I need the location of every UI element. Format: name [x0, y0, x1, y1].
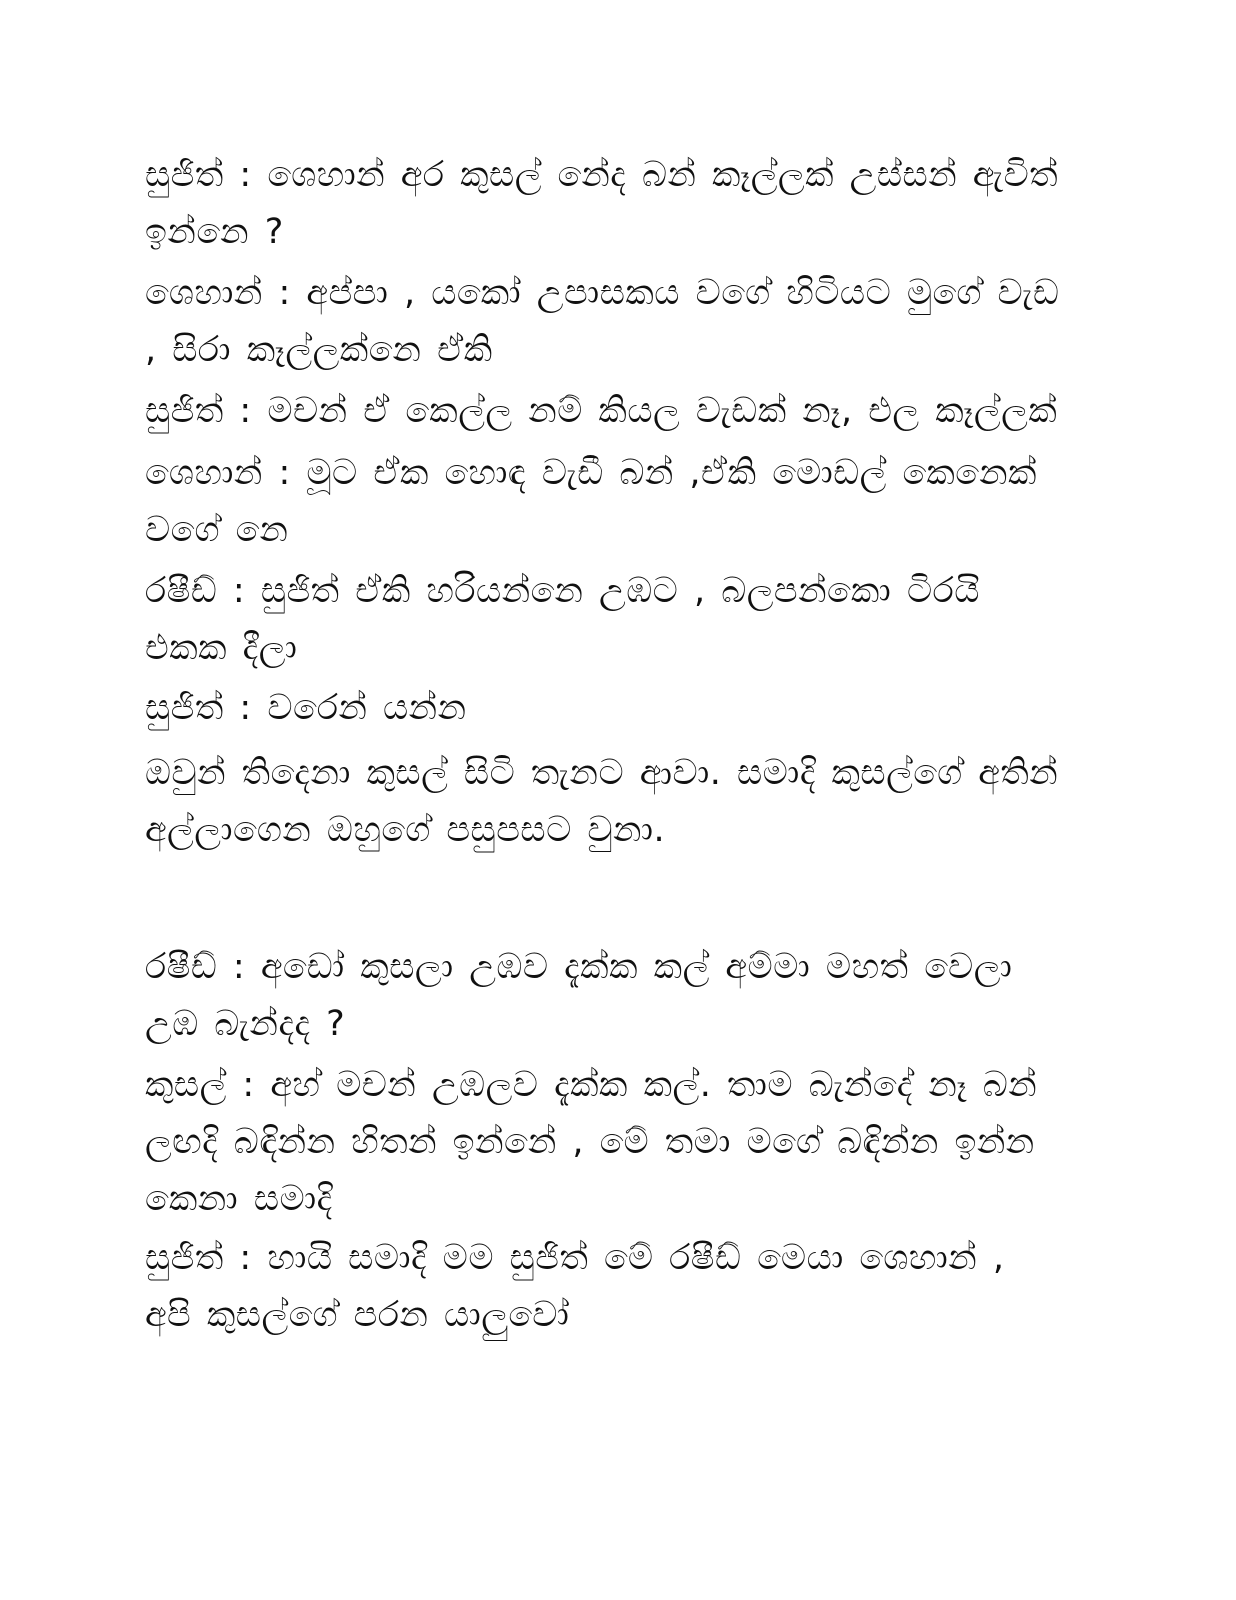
dialogue-line-rasheed-2: [145, 939, 1065, 1053]
dialogue-line-sujith-1: [145, 147, 1065, 261]
paragraph-text: ඔවුන් තිදෙනා කුසල් සිටි තැනට ආවා. සමාදි කුසල්ගේ අතින් අල්ලාගෙන ඔහුගේ පසුපසට වුනා.: [145, 753, 1059, 850]
paragraph-text: සුජිත් : මචන් ඒ කෙල්ල නම් කියල වැඩක් නෑ, එල කෑල්ලක්: [145, 391, 1058, 431]
paragraph-text: ශෙහාන් : මූට ඒක හොඳ වැඩී බන් ,ඒකි මොඩල් කෙනෙක් වගේ නෙ: [145, 453, 1037, 550]
dialogue-line-sujith-4: [145, 1230, 1065, 1344]
paragraph-text: ශෙහාන් : අප්පා , යකෝ උපාසකය වගේ හිටියට මුගේ වැඩ , සිරා කෑල්ලක්නෙ ඒකි: [145, 273, 1060, 370]
paragraph-text: රෂීඩ් : අඩෝ කුසලා උඹව දැක්ක කල් අම්මා මහත් වෙලා උඹ බැන්දද ?: [145, 947, 1013, 1044]
dialogue-line-kusal-1: [145, 1057, 1065, 1228]
dialogue-line-rasheed-1: [145, 563, 1065, 677]
paragraph-text: සුජිත් : වරෙන් යන්න: [145, 688, 467, 728]
dialogue-line-shehan-2: [145, 445, 1065, 559]
narration-paragraph: [145, 745, 1065, 859]
dialogue-line-sujith-3: [145, 680, 1065, 737]
paragraph-text: රෂීඩ් : සුජිත් ඒකි හරියන්නෙ උඹට , බලපන්කො ටිරයි එකක දීලා: [145, 571, 980, 668]
paragraph-text: කුසල් : අහ් මචන් උඹලව දැක්ක කල්. තාම බැන්දේ නෑ බන් ලඟදි බඳින්න හිතන් ඉන්නේ , මේ තමා මගේ බඳින්න ඉන්න කෙනා සමාදි: [145, 1065, 1038, 1219]
dialogue-line-sujith-2: [145, 383, 1065, 440]
paragraph-text: සුජිත් : ශෙහාන් අර කුසල් නේද බන් කෑල්ලක් උස්සන් ඇවිත් ඉන්නෙ ?: [145, 155, 1059, 252]
dialogue-line-shehan-1: [145, 265, 1065, 379]
paragraph-text: සුජිත් : හායි සමාදි මම සුජිත් මේ රෂීඩ් මෙයා ශෙහාන් , අපි කුසල්ගේ පරන යාලුවෝ: [145, 1238, 1005, 1335]
